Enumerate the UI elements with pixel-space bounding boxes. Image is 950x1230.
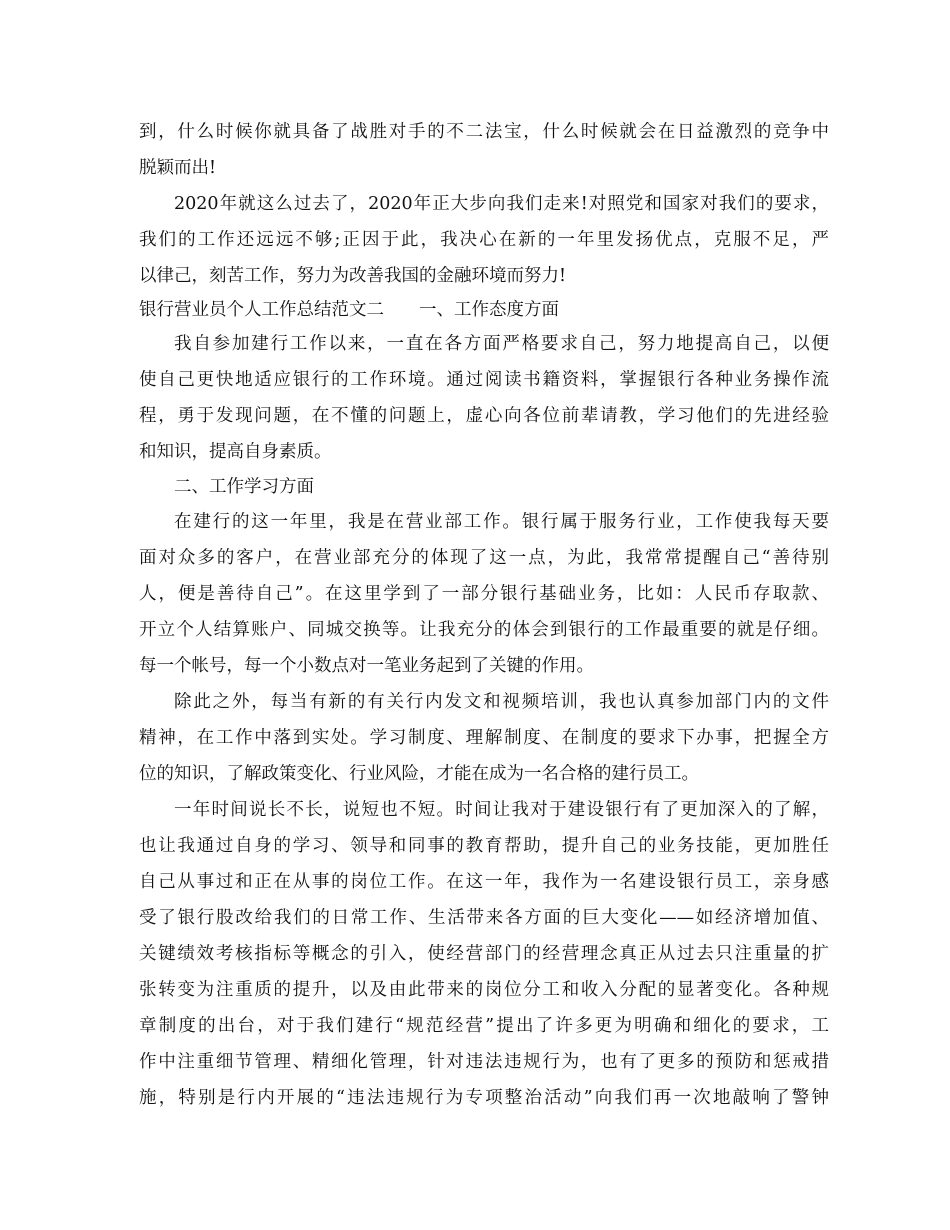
- text-line: 以律己，刻苦工作，努力为改善我国的金融环境而努力!: [139, 266, 567, 286]
- text-line: 人，便是善待自己”。在这里学到了一部分银行基础业务，比如：人民币存取款、: [139, 584, 829, 604]
- text-line: 面对众多的客户，在营业部充分的体现了这一点，为此，我常常提醒自己“善待别: [139, 548, 829, 568]
- text-line: 关键绩效考核指标等概念的引入，使经营部门的经营理念真正从过去只注重量的扩: [139, 944, 829, 964]
- text-line: 除此之外，每当有新的有关行内发文和视频培训，我也认真参加部门内的文件: [174, 692, 829, 712]
- text-line: 作中注重细节管理、精细化管理，针对违法违规行为，也有了更多的预防和惩戒措: [139, 1052, 829, 1072]
- text-line: 精神，在工作中落到实处。学习制度、理解制度、在制度的要求下办事，把握全方: [139, 728, 829, 748]
- text-line: 自己从事过和正在从事的岗位工作。在这一年，我作为一名建设银行员工，亲身感: [139, 872, 829, 892]
- text-line: 我们的工作还远远不够;正因于此，我决心在新的一年里发扬优点，克服不足，严: [139, 230, 829, 250]
- text-line: 一年时间说长不长，说短也不短。时间让我对于建设银行有了更加深入的了解，: [174, 800, 829, 820]
- text-line: 每一个帐号，每一个小数点对一笔业务起到了关键的作用。: [139, 656, 594, 676]
- text-line: 章制度的出台，对于我们建行“规范经营”提出了许多更为明确和细化的要求，工: [139, 1016, 829, 1036]
- text-line: 脱颖而出!: [139, 158, 217, 178]
- text-line: 开立个人结算账户、同城交换等。让我充分的体会到银行的工作最重要的就是仔细。: [139, 620, 829, 640]
- text-line: 我自参加建行工作以来，一直在各方面严格要求自己，努力地提高自己，以便: [174, 334, 829, 354]
- section-heading: 银行营业员个人工作总结范文二 一、工作态度方面: [139, 300, 559, 320]
- text-line: 和知识，提高自身素质。: [139, 442, 332, 462]
- text-line: 受了银行股改给我们的日常工作、生活带来各方面的巨大变化——如经济增加值、: [139, 908, 829, 928]
- text-line: 张转变为注重质的提升，以及由此带来的岗位分工和收入分配的显著变化。各种规: [139, 980, 829, 1000]
- text-line: 在建行的这一年里，我是在营业部工作。银行属于服务行业，工作使我每天要: [174, 512, 829, 532]
- text-line: 位的知识，了解政策变化、行业风险，才能在成为一名合格的建行员工。: [139, 764, 699, 784]
- section-heading: 二、工作学习方面: [174, 477, 314, 497]
- text-line: 使自己更快地适应银行的工作环境。通过阅读书籍资料，掌握银行各种业务操作流: [139, 370, 829, 390]
- text-line: 施，特别是行内开展的“违法违规行为专项整治活动”向我们再一次地敲响了警钟: [139, 1088, 829, 1108]
- text-line: 2020年就这么过去了，2020年正大步向我们走来!对照党和国家对我们的要求，: [174, 194, 829, 214]
- text-line: 程，勇于发现问题，在不懂的问题上，虚心向各位前辈请教，学习他们的先进经验: [139, 406, 829, 426]
- text-line: 到，什么时候你就具备了战胜对手的不二法宝，什么时候就会在日益激烈的竞争中: [139, 122, 829, 142]
- text-line: 也让我通过自身的学习、领导和同事的教育帮助，提升自己的业务技能，更加胜任: [139, 836, 829, 856]
